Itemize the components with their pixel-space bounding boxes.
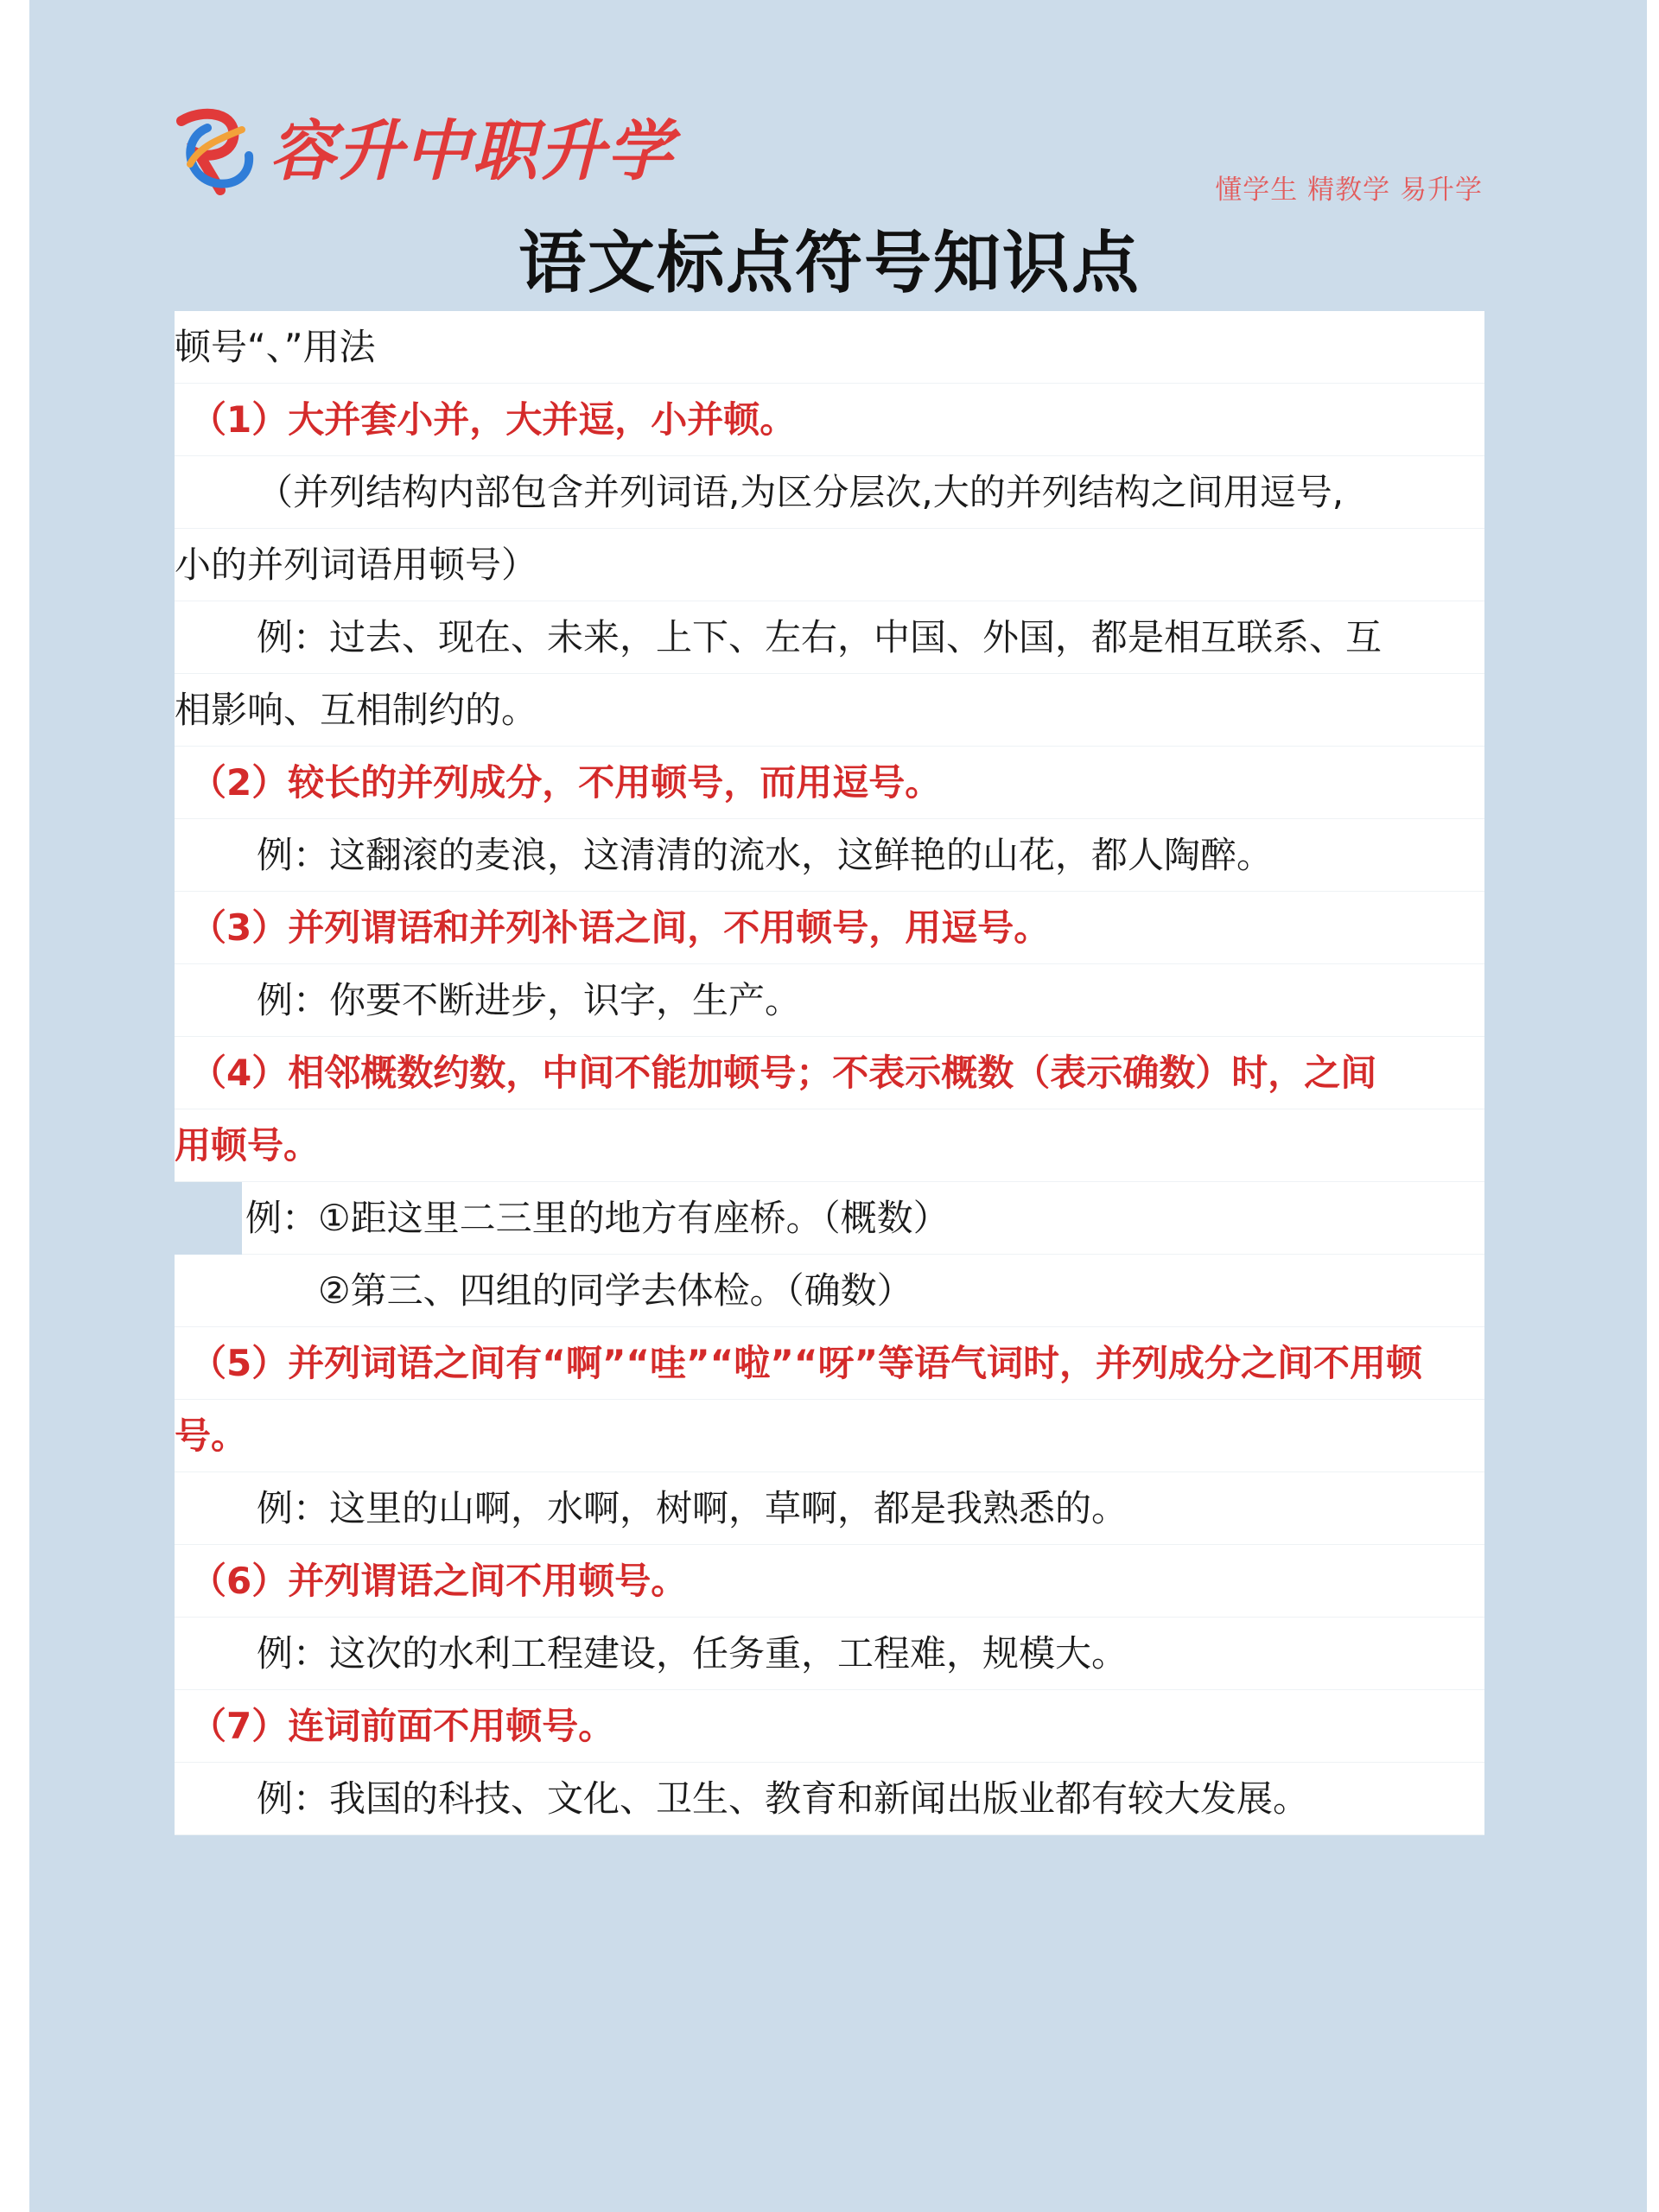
rule-item: （7）连词前面不用顿号。: [175, 1690, 1484, 1763]
document-body: [175, 311, 1484, 1863]
rule-item: 用顿号。: [175, 1109, 1484, 1182]
rs-logo-icon: [173, 104, 259, 199]
rule-item: （4）相邻概数约数，中间不能加顿号；不表示概数（表示确数）时，之间: [175, 1037, 1484, 1109]
brand-name: 容升中职升学: [270, 112, 674, 189]
example-line: 例：你要不断进步，识字，生产。: [175, 964, 1484, 1037]
example-line: 例：我国的科技、文化、卫生、教育和新闻出版业都有较大发展。: [175, 1763, 1484, 1835]
example-line: 例：这里的山啊，水啊，树啊，草啊，都是我熟悉的。: [175, 1472, 1484, 1545]
example-line: 例：①距这里二三里的地方有座桥。（概数）: [242, 1182, 1484, 1255]
brand-header: [173, 104, 674, 199]
example-line: 例：过去、现在、未来，上下、左右，中国、外国，都是相互联系、互: [175, 601, 1484, 674]
rule-item: （2）较长的并列成分，不用顿号，而用逗号。: [175, 747, 1484, 819]
rule-item: （5）并列词语之间有“啊”“哇”“啦”“呀”等语气词时，并列成分之间不用顿: [175, 1327, 1484, 1400]
explanation-line: （并列结构内部包含并列词语,为区分层次,大的并列结构之间用逗号,: [175, 456, 1484, 529]
section-heading: 顿号“、”用法: [175, 311, 1484, 384]
rule-item: （1）大并套小并，大并逗，小并顿。: [175, 384, 1484, 456]
example-line: 例：这次的水利工程建设，任务重，工程难，规模大。: [175, 1618, 1484, 1690]
example-line: 相影响、互相制约的。: [175, 674, 1484, 747]
explanation-line: 小的并列词语用顿号）: [175, 529, 1484, 601]
brand-slogan: 懂学生 精教学 易升学: [1215, 175, 1483, 206]
page-title: 语文标点符号知识点: [518, 225, 1141, 302]
rule-item: （3）并列谓语和并列补语之间，不用顿号，用逗号。: [175, 892, 1484, 964]
rule-item: 号。: [175, 1400, 1484, 1472]
example-line: 例：这翻滚的麦浪，这清清的流水，这鲜艳的山花，都人陶醉。: [175, 819, 1484, 892]
rule-item: （6）并列谓语之间不用顿号。: [175, 1545, 1484, 1618]
example-line: ②第三、四组的同学去体检。（确数）: [175, 1255, 1484, 1327]
